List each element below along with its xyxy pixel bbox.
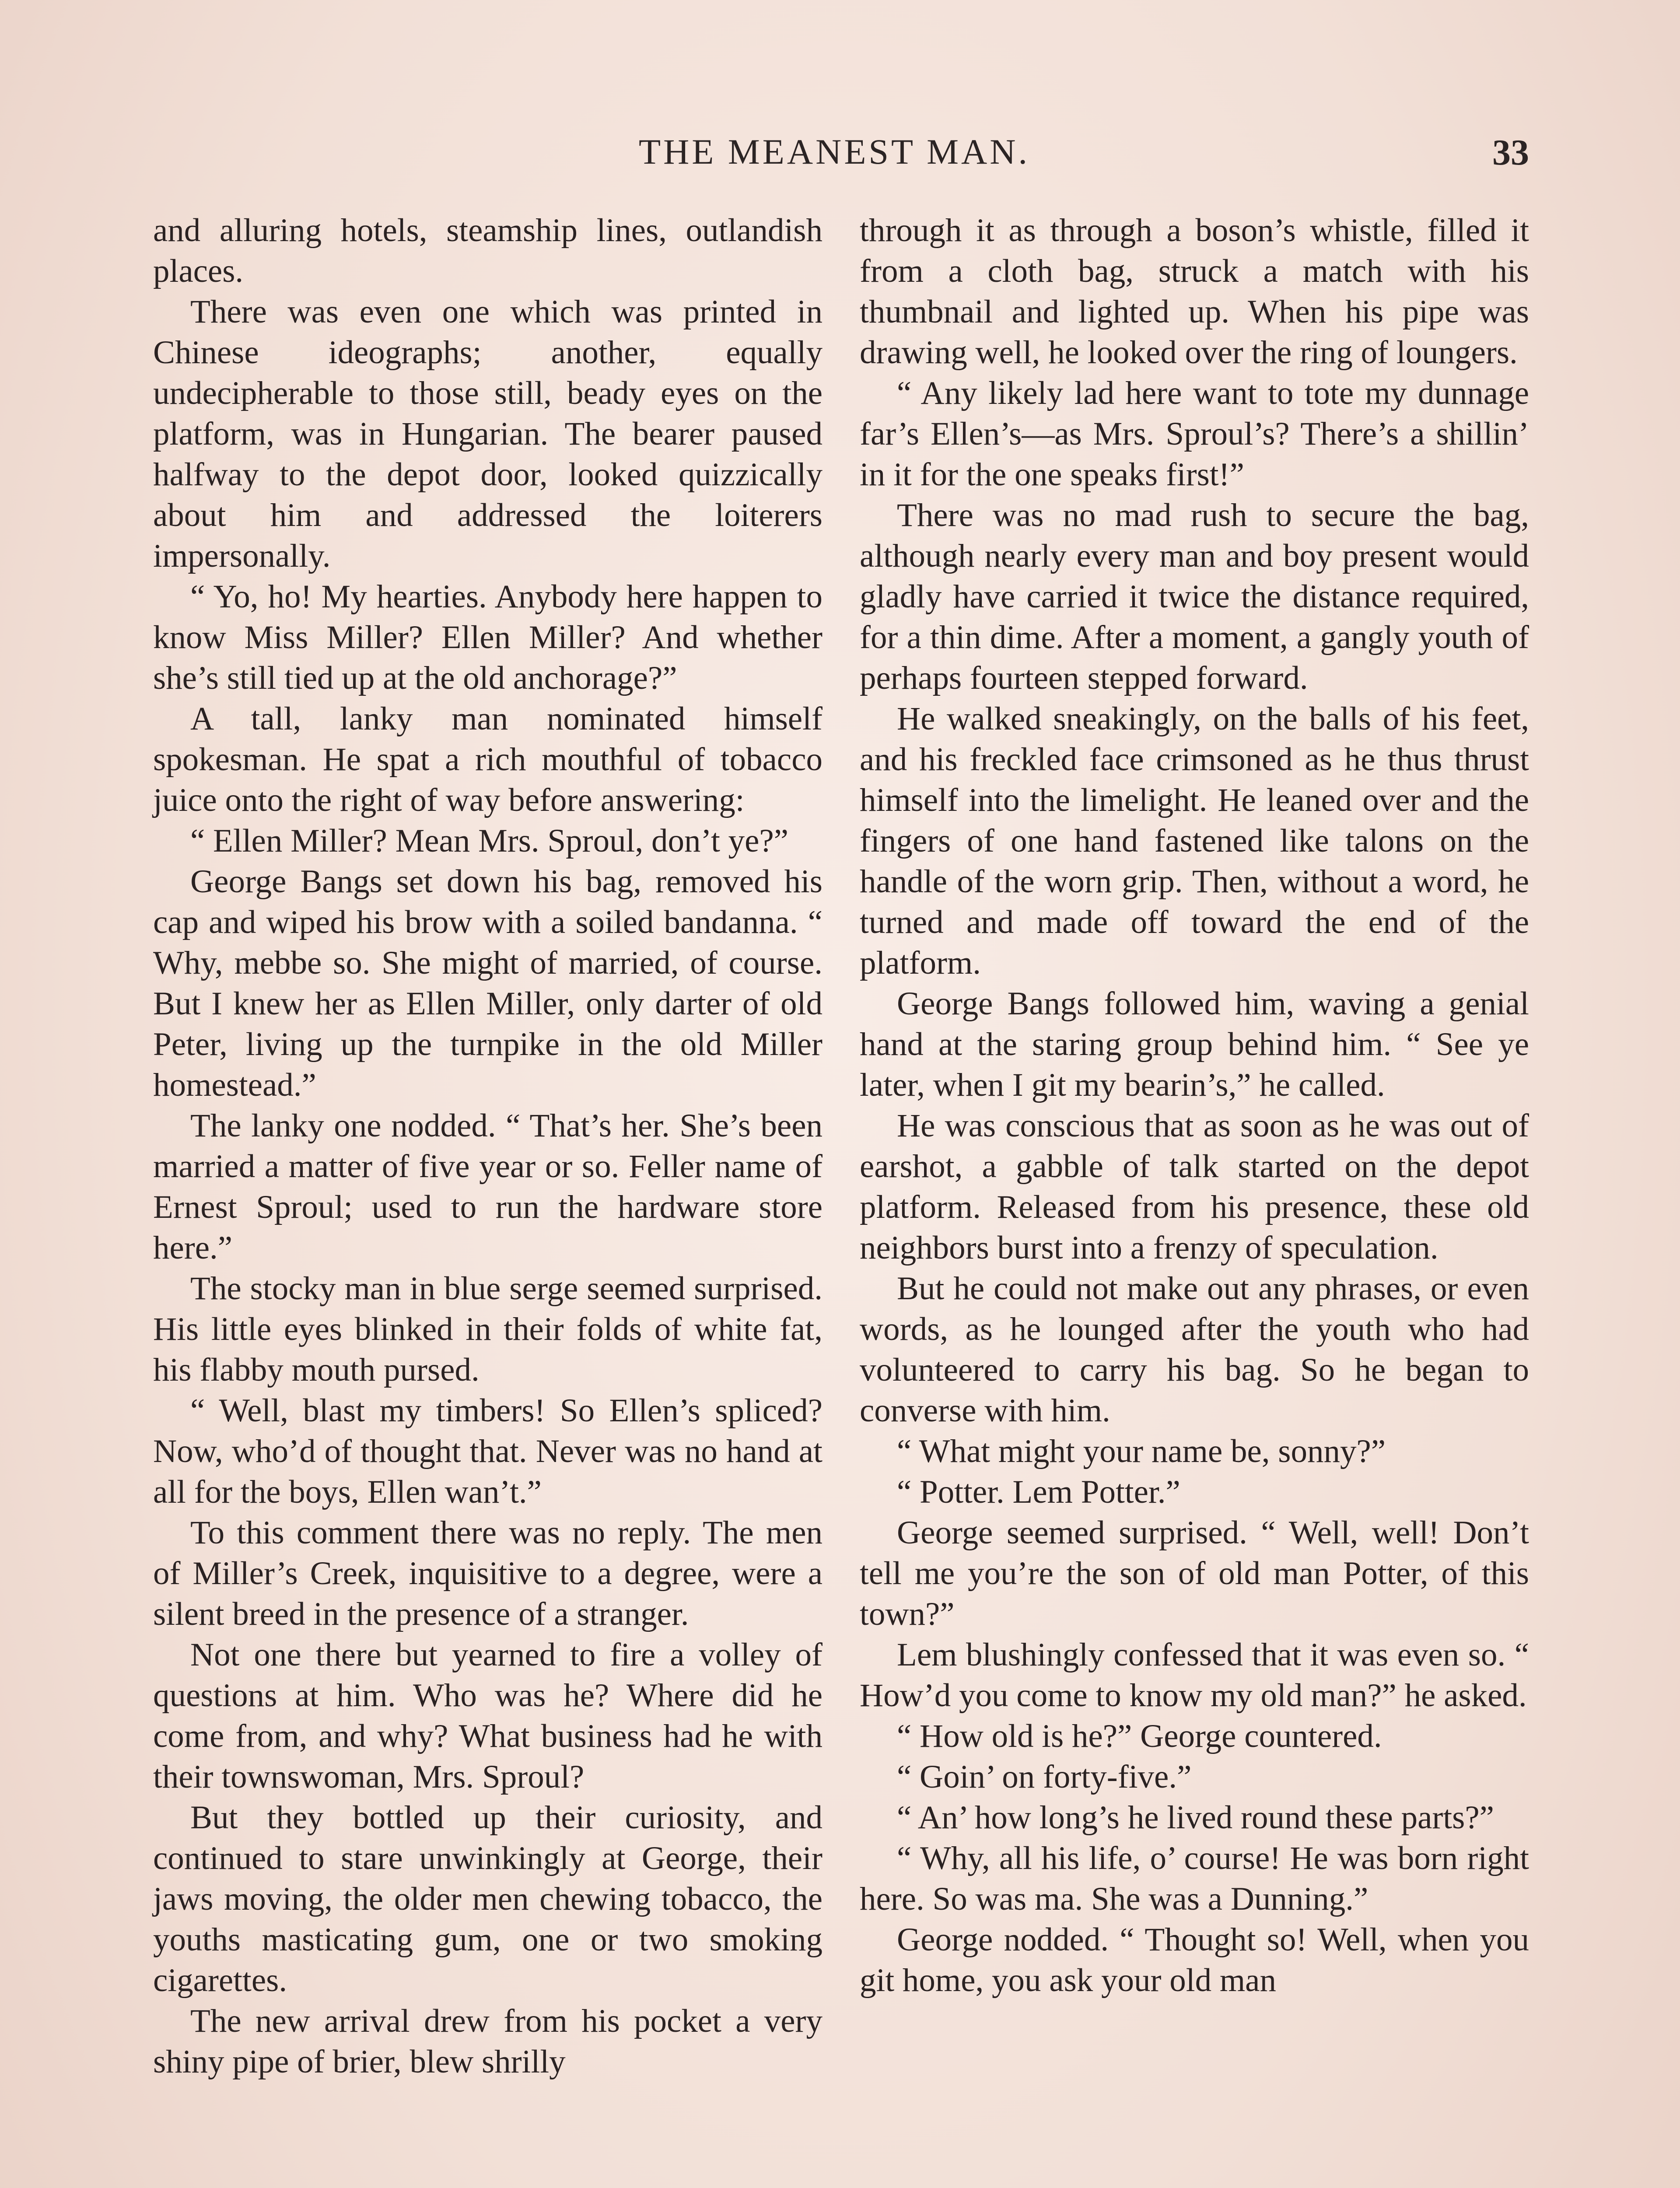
paragraph: “ Potter. Lem Potter.”: [897, 1474, 1180, 1510]
paragraph: George Bangs set down his bag, removed his cap and wiped his brow with a soiled bandanna. “ Why, mebbe so. She might of married, of course. But I knew her as Ellen Miller, only darter of old Peter, living up the turnpike in the old Miller homestead.”: [153, 863, 822, 1103]
paragraph: “ An’ how long’s he lived round these parts?”: [897, 1799, 1494, 1836]
paragraph: George Bangs followed him, waving a genial hand at the staring group behind him. “ See ye later, when I git my bearin’s,” he called.: [860, 985, 1529, 1103]
paragraph: Lem blushingly confessed that it was even so. “ How’d you come to know my old man?” he asked.: [860, 1637, 1529, 1714]
paragraph: “ Yo, ho! My hearties. Anybody here happen to know Miss Miller? Ellen Miller? And whether she’s still tied up at the old anchorage?”: [153, 579, 822, 696]
paragraph: He walked sneakingly, on the balls of his feet, and his freckled face crimsoned as he thus thrust himself into the limelight. He leaned over and the fingers of one hand fastened like talons on the handle of the worn grip. Then, without a word, he turned and made off toward the end of the platform.: [860, 701, 1529, 981]
paragraph: “ Well, blast my timbers! So Ellen’s spliced? Now, who’d of thought that. Never was no hand at all for the boys, Ellen wan’t.”: [153, 1392, 822, 1510]
page-header: [0, 131, 1680, 184]
paragraph: George seemed surprised. “ Well, well! Don’t tell me you’re the son of old man Potter, of this town?”: [860, 1515, 1529, 1632]
paragraph: The stocky man in blue serge seemed surprised. His little eyes blinked in their folds of white fat, his flabby mouth pursed.: [153, 1270, 822, 1388]
paragraph: The new arrival drew from his pocket a very shiny pipe of brier, blew shrilly: [153, 2003, 822, 2080]
paragraph: There was no mad rush to secure the bag, although nearly every man and boy present would gladly have carried it twice the distance required, for a thin dime. After a moment, a gangly youth of perhaps fourteen stepped forward.: [860, 497, 1529, 696]
text-column-left: [153, 210, 822, 2082]
paragraph: But he could not make out any phrases, or even words, as he lounged after the youth who had volunteered to carry his bag. So he began to converse with him.: [860, 1270, 1529, 1429]
paragraph: “ Why, all his life, o’ course! He was born right here. So was ma. She was a Dunning.”: [860, 1840, 1529, 1917]
running-title: THE MEANEST MAN.: [639, 132, 1030, 172]
paragraph: A tall, lanky man nominated himself spokesman. He spat a rich mouthful of tobacco juice onto the right of way before answering:: [153, 701, 822, 818]
page-number: 33: [1492, 132, 1529, 173]
paragraph: “ How old is he?” George countered.: [897, 1718, 1382, 1754]
paragraph: But they bottled up their curiosity, and continued to stare unwinkingly at George, their jaws moving, the older men chewing tobacco, the youths masticating gum, one or two smoking cigarettes.: [153, 1799, 822, 1999]
paragraph: He was conscious that as soon as he was out of earshot, a gabble of talk started on the depot platform. Released from his presence, these old neighbors burst into a frenzy of speculation.: [860, 1108, 1529, 1266]
paragraph: Not one there but yearned to fire a volley of questions at him. Who was he? Where did he come from, and why? What business had he with their townswoman, Mrs. Sproul?: [153, 1637, 822, 1795]
paragraph: To this comment there was no reply. The men of Miller’s Creek, inquisitive to a degree, were a silent breed in the presence of a stranger.: [153, 1515, 822, 1632]
paragraph: “ Ellen Miller? Mean Mrs. Sproul, don’t ye?”: [190, 823, 789, 859]
paragraph: There was even one which was printed in Chinese ideographs; another, equally undecipherable to those still, beady eyes on the platform, was in Hungarian. The bearer paused halfway to the depot door, looked quizzically about him and addressed the loiterers impersonally.: [153, 294, 822, 574]
paragraph: through it as through a boson’s whistle, filled it from a cloth bag, struck a match with his thumbnail and lighted up. When his pipe was drawing well, he looked over the ring of loungers.: [860, 212, 1529, 371]
paragraph: “ What might your name be, sonny?”: [897, 1433, 1386, 1469]
paragraph: “ Any likely lad here want to tote my dunnage far’s Ellen’s—as Mrs. Sproul’s? There’s a shillin’ in it for the one speaks first!”: [860, 375, 1529, 493]
paragraph: and alluring hotels, steamship lines, outlandish places.: [153, 212, 822, 289]
paragraph: “ Goin’ on forty-five.”: [897, 1759, 1192, 1795]
paragraph: The lanky one nodded. “ That’s her. She’s been married a matter of five year or so. Feller name of Ernest Sproul; used to run the hardware store here.”: [153, 1108, 822, 1266]
paragraph: George nodded. “ Thought so! Well, when you git home, you ask your old man: [860, 1922, 1529, 1999]
text-column-right: [860, 210, 1529, 2001]
